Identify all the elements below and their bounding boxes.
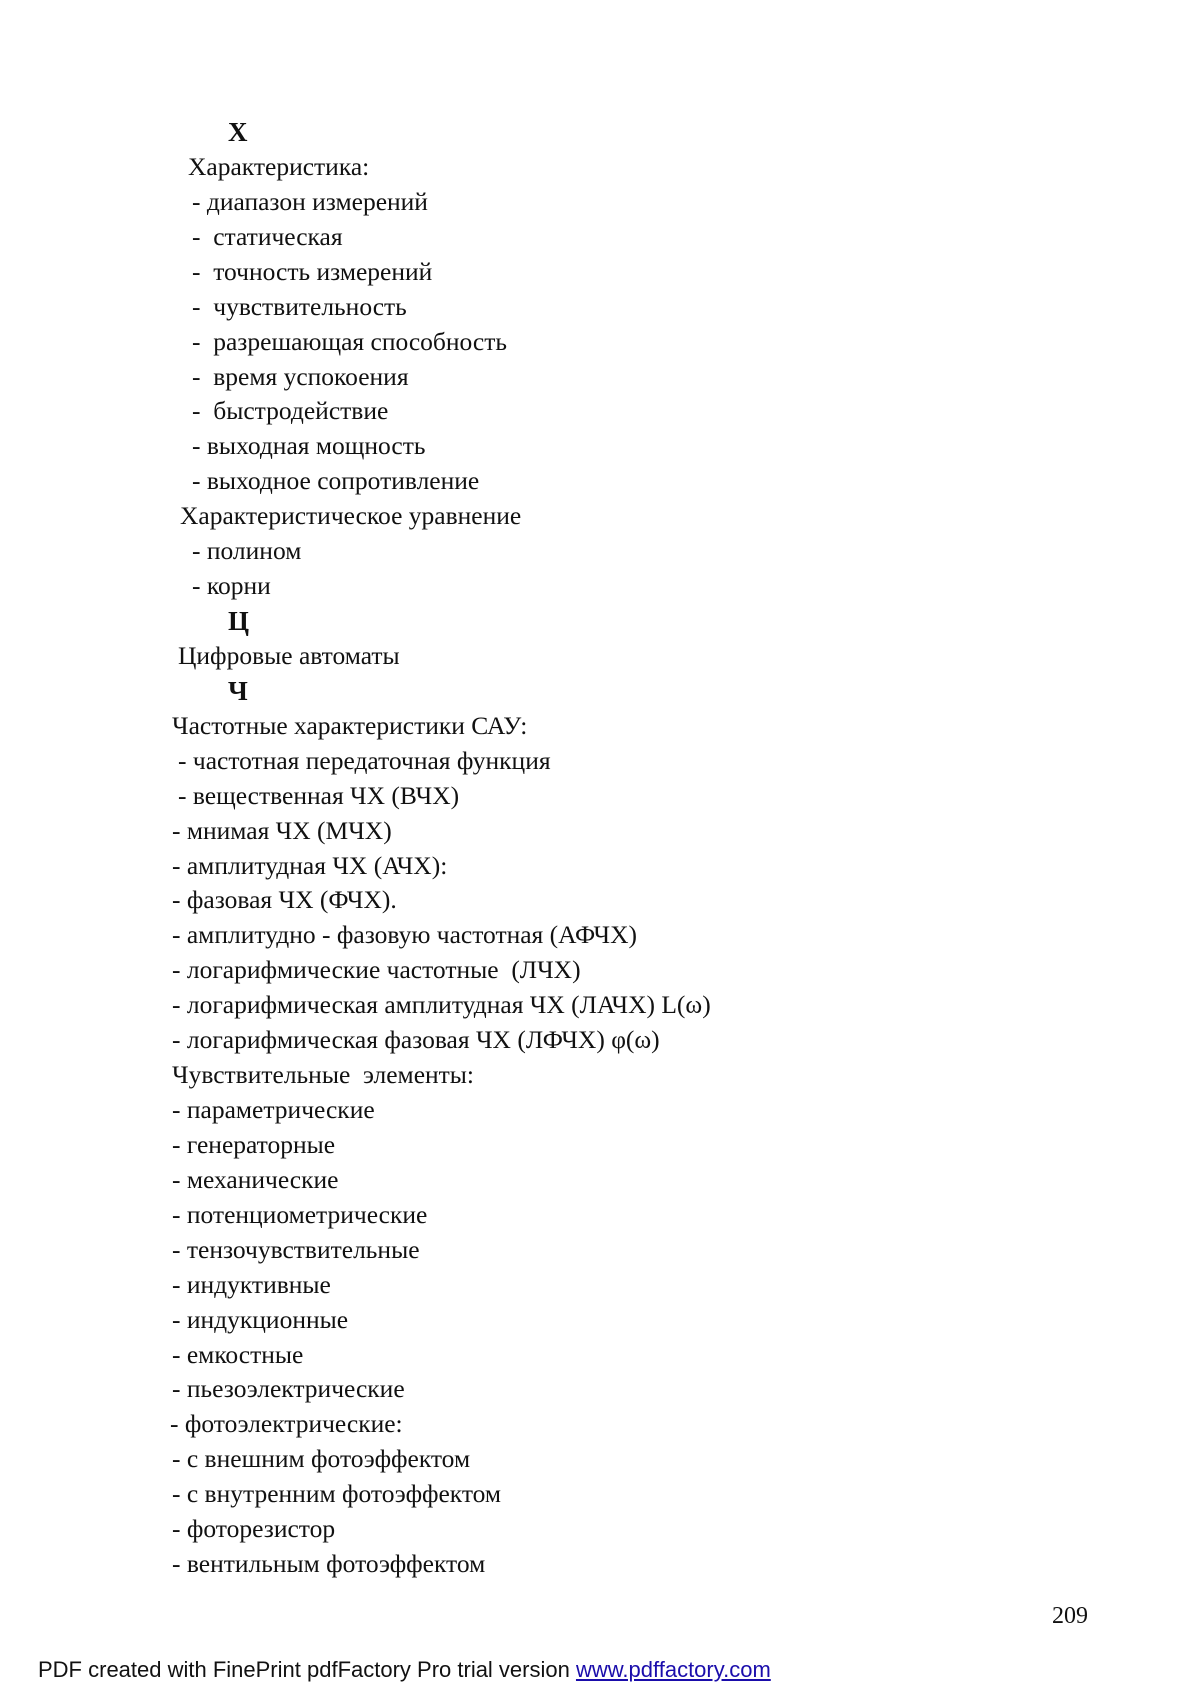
text-line: - чувствительность — [192, 292, 407, 321]
section-letter: Ч — [228, 676, 248, 706]
text-line: - фоторезистор — [172, 1514, 336, 1543]
text-line: - разрешающая способность — [192, 327, 508, 356]
text-line: - параметрические — [172, 1095, 375, 1124]
text-line: - выходное сопротивление — [192, 466, 480, 495]
section-letter: X — [228, 117, 248, 147]
text-line: - амплитудная ЧХ (АЧХ): — [172, 851, 448, 880]
text-line: - индуктивные — [172, 1270, 331, 1299]
page-number: 209 — [1052, 1603, 1088, 1629]
text-line: - точность измерений — [192, 257, 433, 286]
text-line: - механические — [172, 1165, 339, 1194]
text-line: - частотная передаточная функция — [178, 746, 551, 775]
text-line: - амплитудно - фазовую частотная (АФЧХ) — [172, 920, 637, 949]
pdf-footer — [38, 1656, 771, 1684]
text-line: - генераторные — [172, 1130, 336, 1159]
footer-text: PDF created with FinePrint pdfFactory Pro trial version — [38, 1657, 576, 1682]
text-line: - индукционные — [172, 1305, 349, 1334]
text-line: - потенциометрические — [172, 1200, 428, 1229]
text-line: - статическая — [192, 222, 343, 251]
text-line: - диапазон измерений — [192, 187, 428, 216]
text-line: - быстродействие — [192, 396, 389, 425]
text-line: - пьезоэлектрические — [172, 1374, 405, 1403]
text-line: Цифровые автоматы — [178, 641, 400, 670]
text-line: - вещественная ЧХ (ВЧХ) — [178, 781, 460, 810]
text-line: Характеристика: — [188, 152, 370, 181]
text-line: - тензочувствительные — [172, 1235, 420, 1264]
section-letter: Ц — [228, 606, 250, 636]
text-line: - полином — [192, 536, 302, 565]
text-line: - емкостные — [172, 1340, 304, 1369]
text-line: - логарифмические частотные (ЛЧХ) — [172, 955, 581, 984]
text-line: - мнимая ЧХ (МЧХ) — [172, 816, 392, 845]
text-line: - логарифмическая фазовая ЧХ (ЛФЧХ) φ(ω) — [172, 1025, 660, 1054]
text-line: - с внутренним фотоэффектом — [172, 1479, 502, 1508]
text-line: - время успокоения — [192, 362, 409, 391]
text-line: - корни — [192, 571, 271, 600]
text-line: Чувствительные элементы: — [172, 1060, 475, 1089]
text-line: - с внешним фотоэффектом — [172, 1444, 471, 1473]
text-line: - логарифмическая амплитудная ЧХ (ЛАЧХ) L(ω) — [172, 990, 711, 1019]
text-line: - фотоэлектрические: — [170, 1409, 403, 1438]
text-line: - фазовая ЧХ (ФЧХ). — [172, 885, 397, 914]
text-line: - вентильным фотоэффектом — [172, 1549, 486, 1578]
footer-link[interactable]: www.pdffactory.com — [575, 1657, 771, 1682]
text-line: Характеристическое уравнение — [180, 501, 522, 530]
text-line: Частотные характеристики САУ: — [172, 711, 528, 740]
text-line: - выходная мощность — [192, 431, 426, 460]
